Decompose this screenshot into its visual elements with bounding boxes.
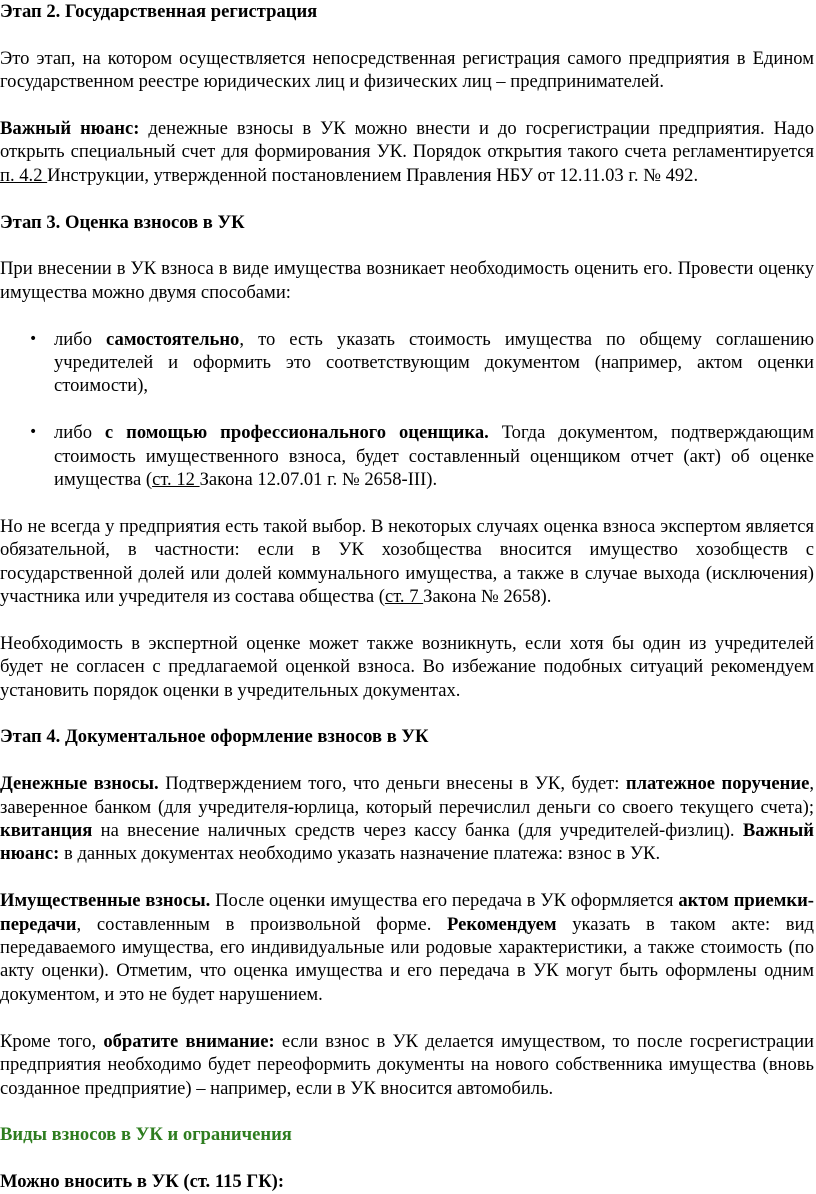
stage2-p2-text-b: Инструкции, утвержденной постановлением Правления НБУ от 12.11.03 г. № 492. [47, 164, 699, 186]
stage4-p2-text-a: После оценки имущества его передача в УК оформляется [210, 890, 679, 912]
stage4-p3-text-b: если взнос в УК делается имуществом, то после госрегистрации предприятия необходимо будет переоформить документы на нового собственника имущества (вновь созданное предприятие) – например, если в УК вносится автомобиль. [0, 1030, 814, 1099]
bullet1-text-b: , то есть указать стоимость имущества по общему соглашению учредителей и оформить это соответствующим документом (например, актом оценки стоимости), [54, 328, 814, 397]
instruction-clause-link[interactable]: п. 4.2 [0, 164, 48, 186]
stage4-paragraph-3 [0, 1030, 814, 1100]
receipt-label: квитанция [0, 820, 93, 842]
stage3-p2-text-a: Но не всегда у предприятия есть такой выбор. В некоторых случаях оценка взноса экспертом является обязательной, в частности: если в УК хозобщества вносится имущество хозобществ с государственной долей или долей коммунального имущества, а также в случае выхода (исключения) участника или учредителя из состава общества ( [0, 515, 814, 608]
recommend-label: Рекомендуем [447, 913, 557, 935]
stage2-paragraph-2 [0, 117, 814, 187]
payment-order-label: платежное поручение [625, 773, 810, 795]
stage3-paragraph-1: При внесении в УК взноса в виде имущества возникает необходимость оценить его. Провести оценку имущества можно двумя способами: [0, 258, 814, 303]
stage3-paragraph-2 [0, 515, 814, 609]
law-article-7-link[interactable]: ст. 7 [384, 586, 424, 608]
cash-contributions-label: Денежные взносы. [0, 773, 159, 795]
stage4-paragraph-2 [0, 889, 814, 1006]
stage2-heading: Этап 2. Государственная регистрация [0, 1, 318, 22]
stage4-p2-text-c: указать в таком акте: вид передаваемого имущества, его индивидуальные или родовые характеристики, а также стоимость (по акту оценки). Отметим, что оценка имущества и его передача в УК могут быть оформлены одним документом, и это не будет нарушением. [0, 913, 814, 1005]
stage4-paragraph-1 [0, 772, 814, 866]
stage3-p2-text-b: Закона № 2658). [423, 586, 552, 608]
list-item [0, 421, 814, 491]
stage2-nuance-label: Важный нюанс: [0, 118, 140, 139]
stage4-nuance-label: Важный нюанс: [0, 820, 814, 865]
bullet2-bold: с помощью профессионального оценщика. [104, 422, 489, 444]
stage3-heading: Этап 3. Оценка взносов в УК [0, 211, 245, 233]
stage4-p3-text-a: Кроме того, [0, 1030, 104, 1052]
stage4-p1-text-a: Подтверждением того, что деньги внесены в УК, будет: [158, 773, 626, 795]
bullet2-text-b: Тогда документом, подтверждающим стоимость имущественного взноса, будет составленный оценщиком отчет (акт) об оценке имущества ( [54, 422, 814, 491]
bullet-icon: • [29, 424, 38, 441]
property-contributions-label: Имущественные взносы. [0, 890, 211, 912]
law-article-12-link[interactable]: ст. 12 [152, 469, 200, 491]
stage4-p1-text-c: на внесение наличных средств через кассу банка (для учредителей-физлиц). [92, 820, 743, 842]
valuation-methods-list [0, 328, 814, 492]
bullet-icon: • [29, 330, 38, 347]
bullet2-text-a: либо [54, 422, 105, 444]
stage4-heading: Этап 4. Документальное оформление взносов в УК [0, 726, 429, 748]
acceptance-act-label: актом приемки-передачи [0, 890, 815, 935]
bullet2-text-c: Закона 12.07.01 г. № 2658-III). [199, 469, 438, 491]
stage4-p1-text-b: , заверенное банком (для учредителя-юрлица, который перечислил деньги со своего текущего счета); [0, 773, 815, 818]
stage4-p1-text-d: в данных документах необходимо указать назначение платежа: взнос в УК. [59, 843, 661, 865]
list-item [0, 328, 814, 398]
attention-label: обратите внимание: [103, 1030, 275, 1052]
contribution-types-heading: Виды взносов в УК и ограничения [0, 1124, 292, 1146]
bullet1-bold: самостоятельно [106, 328, 240, 350]
stage4-p2-text-b: , составленным в произвольной форме. [76, 913, 448, 935]
stage2-p2-text-a: денежные взносы в УК можно внести и до госрегистрации предприятия. Надо открыть специальный счет для формирования УК. Порядок открытия такого счета регламентируется [0, 118, 815, 163]
stage2-paragraph-1: Это этап, на котором осуществляется непосредственная регистрация самого предприятия в Едином государственном реестре юридических лиц и физических лиц – предпринимателей. [0, 47, 814, 93]
bullet1-text-a: либо [54, 328, 107, 350]
allowed-contributions-subheading: Можно вносить в УК (ст. 115 ГК): [0, 1171, 285, 1193]
stage3-paragraph-3: Необходимость в экспертной оценке может также возникнуть, если хотя бы один из учредителей будет не согласен с предлагаемой оценкой взноса. Во избежание подобных ситуаций рекомендуем установить порядок оценки в учредительных документах. [0, 632, 814, 701]
